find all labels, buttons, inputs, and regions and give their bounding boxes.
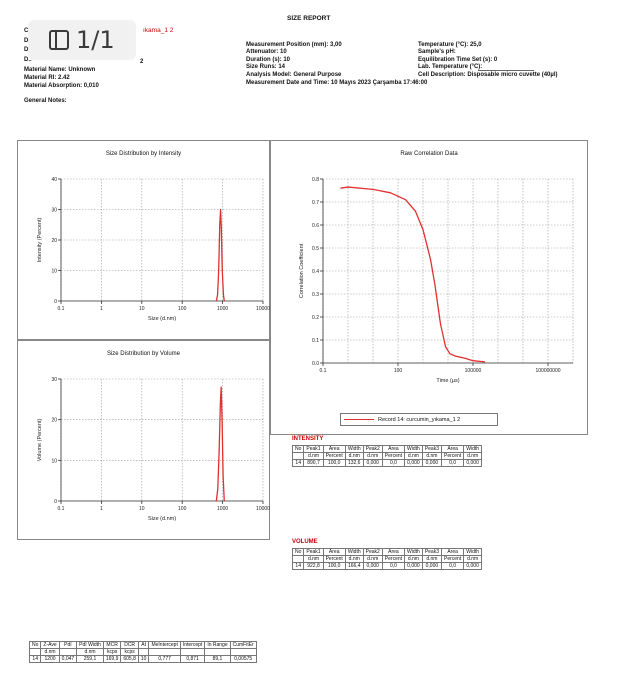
y-tick-label: 20 — [51, 238, 57, 244]
header-cell: Peak3 — [422, 549, 441, 556]
header-cell: Peak1 — [304, 549, 323, 556]
left-label-2: D — [24, 38, 29, 44]
header-cell — [205, 649, 230, 656]
header-cell: DCR — [121, 642, 139, 649]
header-cell — [180, 649, 204, 656]
header-cell: Area — [442, 446, 464, 453]
header-cell — [293, 556, 304, 563]
table-cell: 14 — [30, 656, 41, 663]
page-icon — [48, 29, 70, 51]
series-line — [216, 387, 224, 501]
left-label-5: 2 — [140, 59, 144, 65]
header-cell — [293, 453, 304, 460]
table-header-row — [293, 453, 482, 460]
header-cell: Width — [405, 446, 423, 453]
header-cell: Percent — [382, 556, 404, 563]
table-cell: 0,000 — [464, 460, 482, 467]
volume-panel — [17, 340, 270, 540]
table-cell: 169,9 — [103, 656, 121, 663]
table-cell: 0,0 — [442, 563, 464, 570]
table-cell: 100,0 — [323, 563, 345, 570]
intensity-label: INTENSITY — [292, 436, 324, 442]
header-cell: d.nm — [77, 649, 104, 656]
y-tick-label: 20 — [51, 417, 57, 424]
header-cell: d.nm — [464, 556, 482, 563]
y-tick-label: 30 — [51, 377, 57, 383]
table-cell: 14 — [293, 460, 304, 467]
header-cell: d.nm — [363, 556, 382, 563]
header-cell: d.nm — [422, 556, 441, 563]
correlation-chart — [271, 141, 589, 436]
table-cell: 0,871 — [180, 656, 204, 663]
y-tick-label: 0.8 — [312, 177, 319, 183]
header-cell: Peak2 — [363, 549, 382, 556]
header-cell: Width — [345, 549, 363, 556]
header-cell: No — [293, 446, 304, 453]
header-cell: PdI Width — [77, 642, 104, 649]
sample-ph: Sample's pH: — [418, 49, 456, 55]
header-cell: MCR — [103, 642, 121, 649]
page-indicator-text: 1/1 — [76, 26, 115, 54]
table-cell: 259,1 — [77, 656, 104, 663]
header-cell: Percent — [323, 556, 345, 563]
x-tick-label: 100000000 — [535, 368, 561, 374]
equilibration-time: Equilibration Time Set (s): 0 — [418, 57, 498, 63]
series-line — [340, 187, 484, 362]
header-cell: At — [138, 642, 149, 649]
header-cell: Peak2 — [363, 446, 382, 453]
header-cell: d.nm — [405, 556, 423, 563]
header-cell: Width — [345, 446, 363, 453]
material-ri: Material RI: 2.42 — [24, 75, 70, 81]
table-cell: 0,000 — [405, 460, 423, 467]
table-cell: 166,4 — [345, 563, 363, 570]
size-runs: Size Runs: 14 — [246, 64, 286, 70]
series-line — [216, 210, 224, 302]
header-cell — [59, 649, 77, 656]
header-cell: Peak3 — [422, 446, 441, 453]
table-row — [30, 656, 257, 663]
temperature: Temperature (°C): 25,0 — [418, 42, 482, 48]
table-cell: 132,6 — [345, 460, 363, 467]
duration: Duration (s): 10 — [246, 57, 291, 63]
x-tick-label: 0.1 — [319, 368, 327, 374]
x-axis-label: Time (µs) — [436, 378, 460, 384]
left-label-1: C — [24, 28, 29, 34]
y-tick-label: 0 — [54, 299, 57, 305]
y-tick-label: 0.1 — [312, 338, 319, 344]
y-tick-label: 0.6 — [312, 223, 319, 229]
table-cell: 0,000 — [363, 460, 382, 467]
table-cell: 14 — [293, 563, 304, 570]
lab-temperature: Lab. Temperature (°C): — [418, 64, 483, 70]
header-cell — [30, 649, 41, 656]
x-tick-label: 10 — [139, 506, 145, 512]
header-cell: Area — [442, 549, 464, 556]
table-cell: 1200 — [41, 656, 59, 663]
y-tick-label: 0.7 — [312, 200, 319, 206]
y-tick-label: 10 — [51, 458, 57, 465]
y-tick-label: 0.4 — [312, 269, 319, 275]
table-cell: 922,8 — [304, 563, 323, 570]
header-cell: d.nm — [41, 649, 59, 656]
y-tick-label: 0.2 — [312, 315, 319, 321]
x-tick-label: 1000 — [217, 306, 229, 312]
header-cell: Percent — [442, 453, 464, 460]
table-cell: 0,000 — [464, 563, 482, 570]
intensity-chart — [18, 141, 271, 341]
intensity-chart-title: Size Distribution by Intensity — [105, 151, 182, 157]
header-cell: Area — [382, 446, 404, 453]
header-cell: MeIntercept — [149, 642, 180, 649]
header-cell: d.nm — [405, 453, 423, 460]
x-axis-label: Size (d.nm) — [147, 516, 177, 522]
x-tick-label: 10 — [139, 306, 145, 312]
header-cell: No — [30, 642, 41, 649]
header-cell: d.nm — [345, 556, 363, 563]
header-cell: Z-Ave — [41, 642, 59, 649]
header-cell — [230, 649, 256, 656]
report-title: SIZE REPORT — [287, 15, 331, 22]
x-axis-label: Size (d.nm) — [147, 316, 177, 322]
volume-table — [292, 548, 482, 570]
table-cell: 100,0 — [323, 460, 345, 467]
header-cell: kcps — [103, 649, 121, 656]
table-cell: 89,1 — [205, 656, 230, 663]
table-cell: 890,7 — [304, 460, 323, 467]
header-cell: Percent — [442, 556, 464, 563]
table-header-row — [293, 446, 482, 453]
table-cell: 0,000 — [363, 563, 382, 570]
header-cell: d.nm — [422, 453, 441, 460]
table-cell: 0,000 — [405, 563, 423, 570]
y-axis-label: Intensity (Percent) — [37, 217, 43, 263]
header-cell: d.nm — [363, 453, 382, 460]
table-cell: 0,0 — [382, 563, 404, 570]
header-cell: d.nm — [304, 453, 323, 460]
header-cell: Area — [382, 549, 404, 556]
y-axis-label: Correlation Coefficient — [299, 243, 305, 299]
header-cell: PdI — [59, 642, 77, 649]
sample-name: ıkama_1 2 — [143, 27, 174, 34]
header-cell: d.nm — [304, 556, 323, 563]
y-tick-label: 0 — [54, 499, 57, 505]
left-label-4: D.. — [24, 57, 32, 63]
header-cell: In Range — [205, 642, 230, 649]
volume-chart — [18, 341, 271, 541]
table-row — [293, 563, 482, 570]
measurement-position: Measurement Position (mm): 3,00 — [246, 42, 342, 48]
table-cell: 0,047 — [59, 656, 77, 663]
measurement-date: Measurement Date and Time: 10 Mayıs 2023 Çarşamba 17:46:00 — [246, 80, 428, 86]
left-label-3: D — [24, 47, 29, 53]
table-header-row — [293, 549, 482, 556]
header-cell: Peak1 — [304, 446, 323, 453]
header-cell: Width — [464, 549, 482, 556]
page-indicator[interactable] — [28, 20, 136, 60]
analysis-model: Analysis Model: General Purpose — [246, 72, 342, 78]
legend-label: Record 14: curcumin_yıkama_1 2 — [378, 416, 461, 423]
table-header-row — [293, 556, 482, 563]
table-cell: 10 — [138, 656, 149, 663]
header-cell: Percent — [323, 453, 345, 460]
header-cell — [149, 649, 180, 656]
cell-description: Cell Description: Disposable micro cuvette (40µl) — [418, 72, 558, 78]
table-cell: 0,000 — [422, 563, 441, 570]
table-cell: 0,00575 — [230, 656, 256, 663]
volume-label: VOLUME — [292, 539, 318, 545]
header-cell — [138, 649, 149, 656]
x-tick-label: 1 — [100, 506, 103, 512]
x-tick-label: 0.1 — [57, 306, 65, 312]
header-cell: Width — [405, 549, 423, 556]
table-header-row — [30, 649, 257, 656]
y-tick-label: 10 — [51, 268, 57, 275]
summary-table — [29, 641, 257, 663]
x-tick-label: 100 — [178, 306, 187, 312]
header-cell: No — [293, 549, 304, 556]
x-tick-label: 100000 — [464, 368, 482, 374]
intensity-table — [292, 445, 482, 467]
material-name: Material Name: Unknown — [24, 67, 96, 73]
table-cell: 605,8 — [121, 656, 139, 663]
header-cell: Area — [323, 549, 345, 556]
table-cell: 0,0 — [442, 460, 464, 467]
intensity-panel — [17, 140, 270, 340]
y-tick-label: 30 — [51, 207, 57, 214]
table-cell: 0,0 — [382, 460, 404, 467]
header-cell: kcps — [121, 649, 139, 656]
header-cell: d.nm — [345, 453, 363, 460]
volume-chart-title: Size Distribution by Volume — [106, 351, 181, 357]
table-cell: 0,777 — [149, 656, 180, 663]
x-tick-label: 0.1 — [57, 506, 65, 512]
general-notes: General Notes: — [24, 98, 67, 104]
header-cell: d.nm — [464, 453, 482, 460]
legend-swatch — [344, 419, 374, 420]
y-tick-label: 0.3 — [312, 292, 319, 298]
x-tick-label: 10000 — [256, 306, 270, 312]
header-cell: Width — [464, 446, 482, 453]
y-tick-label: 0.0 — [312, 361, 319, 367]
x-tick-label: 100 — [178, 506, 187, 512]
correlation-chart-title: Raw Correlation Data — [400, 151, 458, 157]
header-cell: Area — [323, 446, 345, 453]
y-axis-label: Volume (Percent) — [37, 418, 43, 462]
correlation-legend — [340, 413, 498, 426]
y-tick-label: 40 — [51, 177, 57, 183]
x-tick-label: 10000 — [256, 506, 270, 512]
header-cell: CumFitEr — [230, 642, 256, 649]
y-tick-label: 0.5 — [312, 246, 319, 252]
attenuator: Attenuator: 10 — [246, 49, 287, 55]
correlation-panel — [270, 140, 588, 435]
header-cell: Intercept — [180, 642, 204, 649]
x-tick-label: 1000 — [217, 506, 229, 512]
table-cell: 0,000 — [422, 460, 441, 467]
table-row — [293, 460, 482, 467]
table-header-row — [30, 642, 257, 649]
header-cell: Percent — [382, 453, 404, 460]
x-tick-label: 1 — [100, 306, 103, 312]
x-tick-label: 100 — [393, 368, 403, 374]
material-absorption: Material Absorption: 0,010 — [24, 83, 99, 89]
